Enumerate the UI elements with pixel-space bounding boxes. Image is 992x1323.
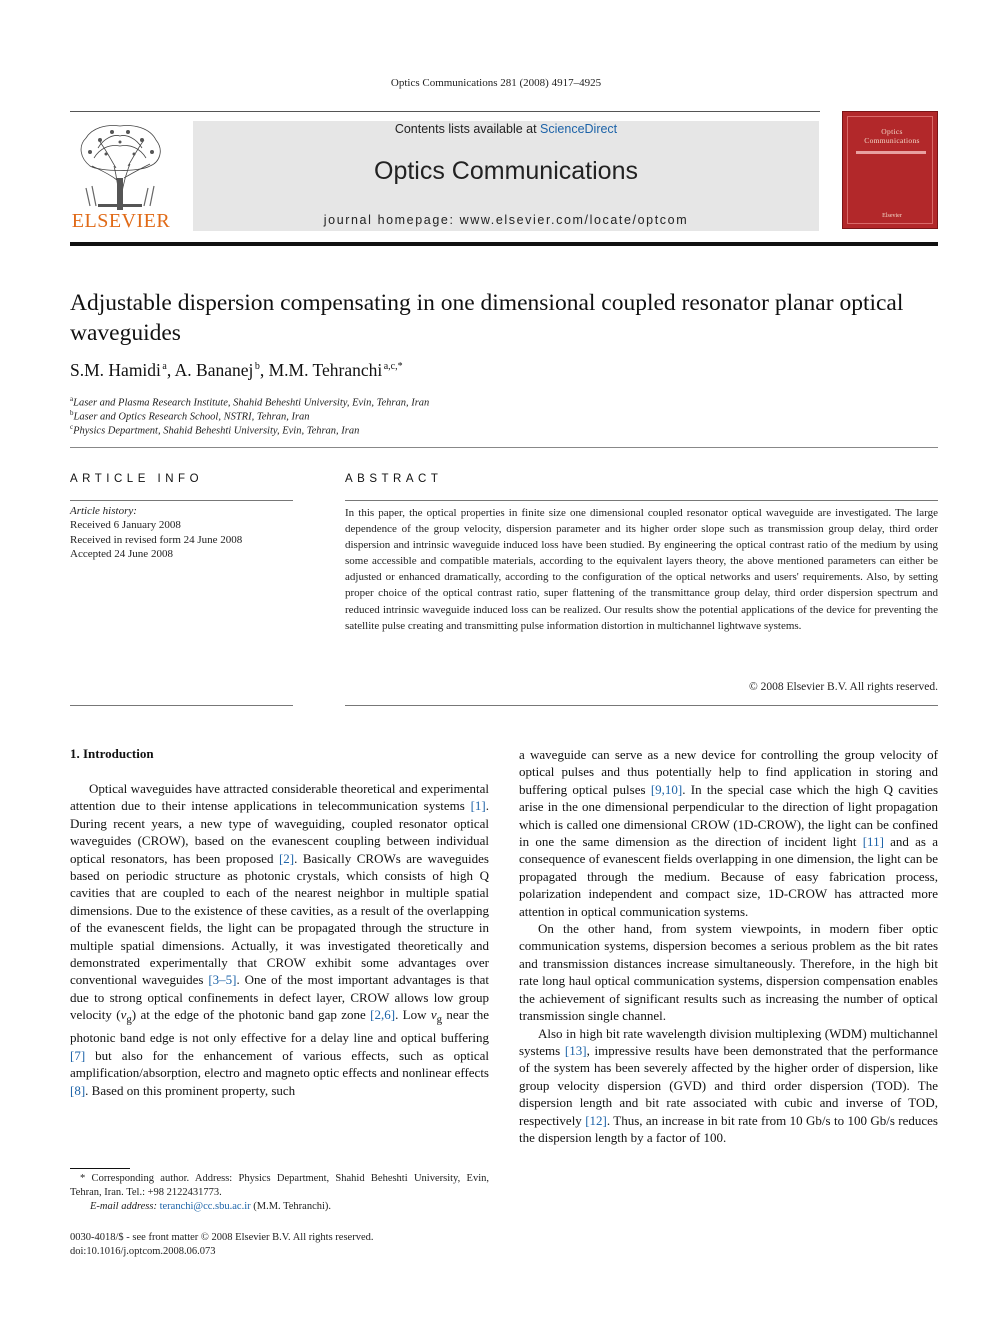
contents-prefix: Contents lists available at xyxy=(394,122,541,136)
article-history xyxy=(70,504,300,561)
author-name[interactable]: M.M. Tehranchi xyxy=(268,360,383,380)
journal-citation: Optics Communications 281 (2008) 4917–4925 xyxy=(390,77,602,89)
email-label: E-mail address: xyxy=(90,1201,157,1212)
abstract-top-rule xyxy=(345,500,938,501)
affiliation-marker: b xyxy=(70,409,74,417)
cover-title-line2: Communications xyxy=(864,136,920,145)
reference-link[interactable]: [3–5] xyxy=(208,972,237,988)
body-column-right xyxy=(519,746,938,1146)
cover-title xyxy=(848,127,936,145)
header-divider xyxy=(70,111,820,112)
body-paragraph: Optical waveguides have attracted considerable theoretical and experimental attention due to their intense applications in telecommunication systems [1]. During recent years, a new type of waveguiding, coupled resonator optical waveguides (CROW), based on the evanescent coupling between individual optical resonators, has been proposed [2]. Basically CROWs are waveguides based on periodic structure as photonic crystals, which consists of high Q cavities that are coupled to each of the nearest neighbor in multiple spatial dimensions. Due to the existence of these cavities, as a result of the overlapping of the evanescent fields, the light can be propagated through the structure in multiple spatial dimensions. Actually, it was investigated theoretically and demonstrated experimentally that CROW exhibit some advantages over conventional waveguides [3–5]. One of the most important advantages is that due to strong optical confinements in defect layer, CROW allows low group velocity $(v_g)$ at the edge of the photonic band gap zone [2,6]. Low $v_g$ near the photonic band edge is not only effective for a delay line and optical buffering [7] but also for the enhancement of various effects, such as optical amplification/absorption, electro and magneto optic effects and nonlinear effects [8]. Based on this prominent property, such xyxy=(70,781,489,1098)
reference-link[interactable]: [9,10] xyxy=(650,781,683,797)
reference-link[interactable]: [8] xyxy=(70,1082,86,1098)
issn-line: 0030-4018/$ - see front matter © 2008 Elsevier B.V. All rights reserved. xyxy=(70,1232,374,1243)
reference-link[interactable]: [12] xyxy=(585,1112,607,1128)
history-entry: Received in revised form 24 June 2008 xyxy=(70,533,243,546)
affiliation xyxy=(70,409,310,423)
cover-title-line1: Optics xyxy=(881,127,903,136)
affiliation xyxy=(70,423,359,437)
reference-link[interactable]: [1] xyxy=(470,798,486,814)
footnote-email: E-mail address: teranchi@cc.sbu.ac.ir (M.M. Tehranchi). xyxy=(70,1200,489,1214)
affiliation-marker: a xyxy=(70,395,74,403)
abstract-heading: ABSTRACT xyxy=(345,473,443,485)
footnote-marker: * xyxy=(80,1173,86,1184)
article-info-bottom-rule xyxy=(70,705,293,706)
reference-link[interactable]: [2,6] xyxy=(370,1007,396,1023)
cover-publisher: Elsevier xyxy=(882,213,902,219)
affiliation-text: Physics Department, Shahid Beheshti University, Evin, Tehran, Iran xyxy=(73,425,360,437)
reference-link[interactable]: [7] xyxy=(70,1047,86,1063)
journal-homepage-link[interactable]: journal homepage: www.elsevier.com/locate/optcom xyxy=(323,213,689,227)
title-block-divider xyxy=(70,447,938,448)
doi-link[interactable]: doi:10.1016/j.optcom.2008.06.073 xyxy=(70,1246,216,1257)
body-paragraph: a waveguide can serve as a new device for controlling the group velocity of optical pulses and thus potentially help to find application in storing and buffering optical pulses [9,10]. In the special case which the high Q cavities arise in the one dimensional perpendicular to the direction of light propagation which is called one dimensional CROW (1D-CROW), the light can be confined in one the same dimension as the direction of incident light [11] and as a consequence of evanescent fields overlapping in one dimension, the light can be propagated through the medium. Because of easy fabrication process, polarization independent and compact size, 1D-CROW has attracted more attention in optical communication systems. xyxy=(519,747,939,919)
reference-link[interactable]: [11] xyxy=(862,834,884,850)
affiliation-text: Laser and Optics Research School, NSTRI, Tehran, Iran xyxy=(73,411,310,423)
reference-link[interactable]: [13] xyxy=(564,1042,587,1058)
abstract-copyright: © 2008 Elsevier B.V. All rights reserved. xyxy=(749,681,938,693)
masthead-bottom-rule xyxy=(70,242,938,246)
body-paragraph: On the other hand, from system viewpoints, in modern fiber optic communication systems, dispersion becomes a serious problem as the bit rates and transmission distances increase simultaneously. Therefore, in the high bit rate long haul optical communication systems, dispersion compensation enables the achievement of significant results such as increasing the number of optical transmission single channel. xyxy=(519,921,938,1024)
abstract-text: In this paper, the optical properties in finite size one dimensional coupled resonator optical waveguide are investigated. The large dependence of the group velocity, dispersion parameter and its higher order slope such as transmission group delay, third order dispersion and intrinsic waveguide induced loss have been studied. By engineering the optical contrast ratio of the medium by using some accessible and compatible materials, according to the equivalent layers theory, the above mentioned parameters can either be adjusted or enhanced dramatically, according to the configuration of the optical networks and users' requirements. Also, by setting proper choice of the optical contrast ratio, super flattening of the transmittance group delay, third order dispersion spectrum and reduced intrinsic waveguide induced loss can be realized. Our results show the potential applications of the device for preventing the satellite pulse creating and transmitting pulse information distortion in multichannel lightwave systems. xyxy=(345,507,938,632)
body-paragraph: Also in high bit rate wavelength division multiplexing (WDM) multichannel systems [13], impressive results have been demonstrated that the performance of the system has been severely affected by the higher order of dispersion, like group velocity dispersion (GVD) and third order dispersion (TOD). The dispersion length and bit rate associated with cubic and inverse of TOD, respectively [12]. Thus, an increase in bit rate from 10 Gb/s to 100 Gb/s reduces the dispersion length by a factor of 100. xyxy=(519,1025,938,1145)
author-list: S.M. Hamidi $^a$, A. Bananej $^b$, M.M. Tehranchi $^{a,c,*}$ xyxy=(70,360,403,380)
article-title: Adjustable dispersion compensating in one dimensional coupled resonator planar optical waveguides xyxy=(70,290,904,346)
footnote-rule xyxy=(70,1168,130,1169)
contents-line xyxy=(193,122,819,136)
body-column-left xyxy=(70,780,489,1099)
sciencedirect-link[interactable]: ScienceDirect xyxy=(540,122,618,136)
front-matter-meta xyxy=(70,1231,373,1259)
author-affil-marker: b xyxy=(254,361,260,373)
article-info-heading: ARTICLE INFO xyxy=(70,473,204,485)
author-affil-marker: a,c,* xyxy=(383,361,403,373)
affiliation xyxy=(70,395,429,409)
author-name[interactable]: A. Bananej xyxy=(174,360,254,380)
abstract-bottom-rule xyxy=(345,705,938,706)
footnote-address: * Corresponding author. Address: Physics Department, Shahid Beheshti University, Evin, Tehran, Iran. Tel.: +98 2122431773. xyxy=(70,1173,489,1198)
journal-cover-thumbnail xyxy=(842,111,938,229)
email-link[interactable]: teranchi@cc.sbu.ac.ir xyxy=(159,1201,251,1212)
corresponding-author-footnote xyxy=(70,1172,489,1214)
author-affil-marker: a xyxy=(162,361,167,373)
section-heading: 1. Introduction xyxy=(70,746,154,761)
affiliation-marker: c xyxy=(70,423,74,431)
article-history-label: Article history: xyxy=(70,505,137,517)
history-entry: Accepted 24 June 2008 xyxy=(70,547,173,560)
history-entry: Received 6 January 2008 xyxy=(70,519,181,532)
author-name[interactable]: S.M. Hamidi xyxy=(70,360,161,380)
article-info-top-rule xyxy=(70,500,293,501)
journal-masthead xyxy=(193,121,819,231)
journal-name: Optics Communications xyxy=(374,157,638,185)
cover-frame xyxy=(847,116,933,224)
cover-decorative-bar xyxy=(856,151,926,154)
affiliation-text: Laser and Plasma Research Institute, Shahid Beheshti University, Evin, Tehran, Iran xyxy=(73,397,430,409)
reference-link[interactable]: [2] xyxy=(278,850,295,866)
elsevier-wordmark: ELSEVIER xyxy=(71,210,171,232)
